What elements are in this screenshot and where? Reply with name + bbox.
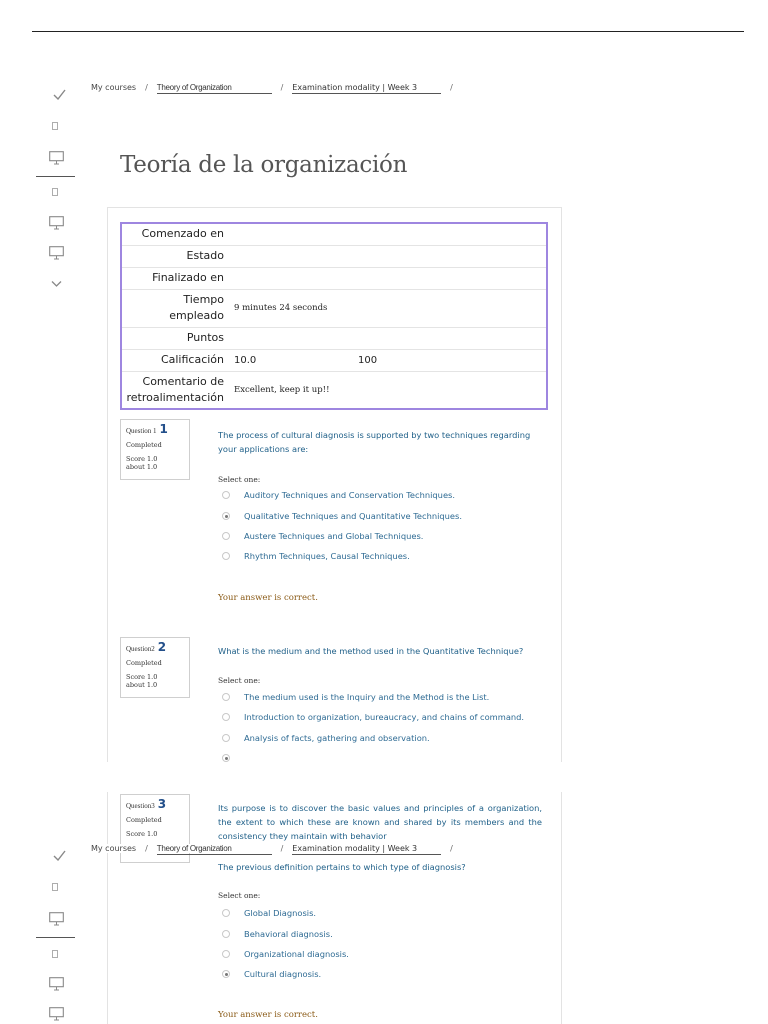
question-text-3: Its purpose is to discover the basic values and principles of a organization, the extent to which these are known and shared by its members and the consistency they maintain with behavior [218, 803, 542, 841]
question-state: Completed [126, 816, 162, 824]
breadcrumb: My courses / Theory of Organization / Examination modality | Week 3 / [91, 83, 453, 92]
select-one-label: Select one: [218, 891, 261, 900]
answer-option[interactable] [222, 753, 244, 763]
answer-option[interactable]: The medium used is the Inquiry and the Method is the List. [222, 692, 489, 702]
check-icon[interactable] [53, 850, 66, 861]
chevron-down-icon[interactable] [51, 280, 62, 288]
summary-row-finished: Finalizado en [121, 267, 547, 289]
square-icon[interactable] [52, 950, 58, 958]
page-title: Teoría de la organización [120, 152, 408, 178]
monitor-icon[interactable] [49, 977, 64, 991]
active-tab-indicator [36, 176, 75, 177]
square-icon[interactable] [52, 883, 58, 891]
monitor-icon[interactable] [49, 151, 64, 165]
answer-option[interactable]: Rhythm Techniques, Causal Techniques. [222, 551, 410, 561]
question-prompt-3: The previous definition pertains to which type of diagnosis? [218, 862, 466, 872]
summary-row-state: Estado [121, 245, 547, 267]
radio-button[interactable] [222, 552, 230, 560]
breadcrumb-quiz[interactable]: Examination modality | Week 3 [292, 83, 441, 94]
question-score: Score 1.0 [126, 455, 158, 463]
summary-row-grade: Calificación 10.0 100 [121, 349, 547, 371]
answer-option[interactable]: Global Diagnosis. [222, 908, 316, 918]
summary-row-time: Tiempo empleado 9 minutes 24 seconds [121, 289, 547, 327]
breadcrumb-my-courses[interactable]: My courses [91, 844, 137, 853]
radio-button[interactable] [222, 950, 230, 958]
square-icon[interactable] [52, 188, 58, 196]
answer-option[interactable]: Qualitative Techniques and Quantitative Techniques. [222, 511, 462, 521]
question-max: about 1.0 [126, 463, 158, 471]
question-info-2: Question2 2 Completed Score 1.0 about 1.0 [120, 637, 190, 698]
radio-button-selected[interactable] [222, 970, 230, 978]
question-state: Completed [126, 659, 162, 667]
breadcrumb-repeat: My courses / Theory of Organization / Examination modality | Week 3 / [91, 844, 466, 853]
monitor-icon[interactable] [49, 912, 64, 926]
question-state: Completed [126, 441, 162, 449]
answer-option[interactable]: Analysis of facts, gathering and observation. [222, 733, 430, 743]
grade-value: 10.0 [234, 354, 257, 366]
question-number: 2 [157, 640, 167, 654]
radio-button[interactable] [222, 930, 230, 938]
question-text-1: The process of cultural diagnosis is supported by two techniques regarding your applications are: [218, 430, 531, 454]
radio-button[interactable] [222, 693, 230, 701]
question-info-3: Question3 3 Completed Score 1.0 [120, 794, 190, 863]
summary-row-points: Puntos [121, 327, 547, 349]
answer-option[interactable]: Auditory Techniques and Conservation Techniques. [222, 490, 455, 500]
radio-button[interactable] [222, 491, 230, 499]
question-number: 1 [159, 422, 168, 436]
breadcrumb-my-courses[interactable]: My courses [91, 83, 137, 92]
top-divider [32, 31, 744, 32]
breadcrumb-quiz[interactable]: Examination modality | Week 3 [292, 844, 441, 855]
question-score: Score 1.0 [126, 830, 158, 838]
answer-feedback: Your answer is correct. [218, 593, 318, 603]
select-one-label: Select one: [218, 676, 261, 685]
radio-button-selected[interactable] [222, 512, 230, 520]
check-icon[interactable] [53, 89, 66, 100]
summary-row-feedback: Comentario de retroalimentación Excellent, keep it up!! [121, 371, 547, 409]
monitor-icon[interactable] [49, 246, 64, 260]
square-icon[interactable] [52, 122, 58, 130]
summary-row-started: Comenzado en [121, 223, 547, 245]
attempt-summary-table [120, 222, 548, 410]
answer-option[interactable]: Austere Techniques and Global Techniques. [222, 531, 423, 541]
answer-option[interactable]: Behavioral diagnosis. [222, 929, 333, 939]
radio-button-selected[interactable] [222, 754, 230, 762]
monitor-icon[interactable] [49, 1007, 64, 1021]
radio-button[interactable] [222, 734, 230, 742]
question-max: about 1.0 [126, 681, 158, 689]
question-info-1: Question 1 1 Completed Score 1.0 about 1.0 [120, 419, 190, 480]
breadcrumb-course[interactable]: Theory of Organization [157, 83, 272, 94]
select-one-label: Select one: [218, 475, 261, 484]
grade-max: 100 [358, 354, 378, 366]
question-text-2: What is the medium and the method used in the Quantitative Technique? [218, 646, 524, 656]
active-tab-indicator [36, 937, 75, 938]
question-number: 3 [157, 797, 167, 811]
answer-option[interactable]: Introduction to organization, bureaucracy, and chains of command. [222, 712, 524, 722]
radio-button[interactable] [222, 713, 230, 721]
radio-button[interactable] [222, 532, 230, 540]
question-score: Score 1.0 [126, 673, 158, 681]
answer-feedback: Your answer is correct. [218, 1010, 318, 1020]
radio-button[interactable] [222, 909, 230, 917]
monitor-icon[interactable] [49, 216, 64, 230]
answer-option[interactable]: Cultural diagnosis. [222, 969, 321, 979]
breadcrumb-course[interactable]: Theory of Organization [157, 844, 272, 855]
answer-option[interactable]: Organizational diagnosis. [222, 949, 349, 959]
